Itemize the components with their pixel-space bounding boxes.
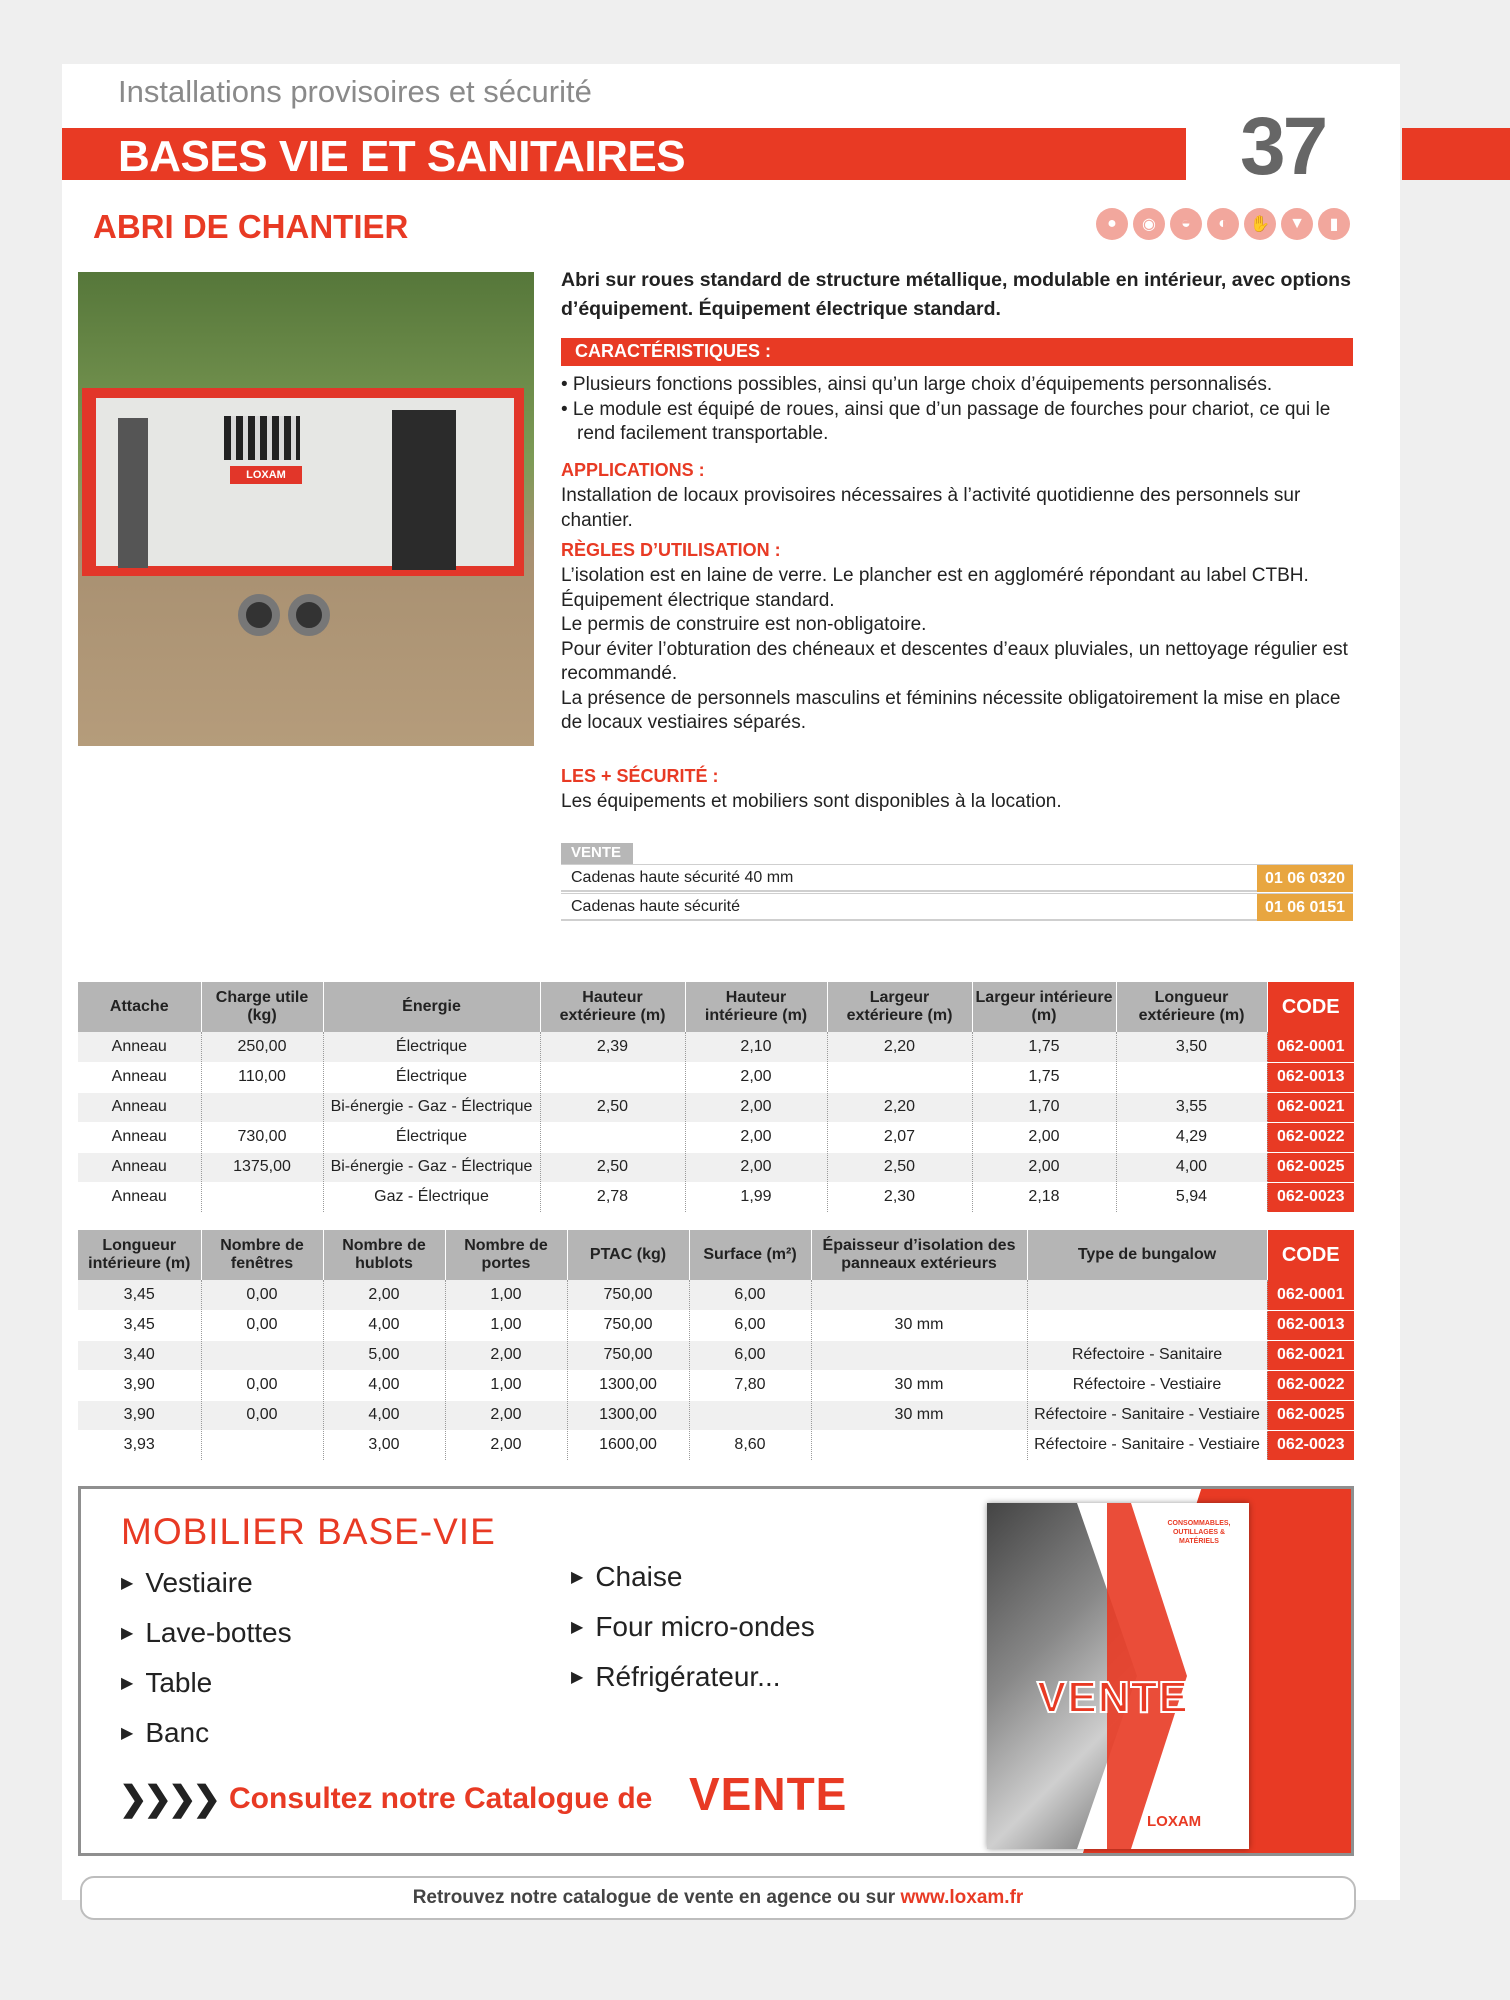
- table-cell: 30 mm: [811, 1400, 1027, 1430]
- table-cell: Anneau: [78, 1152, 201, 1182]
- table-cell: 750,00: [567, 1310, 689, 1340]
- table-cell: 2,00: [685, 1122, 827, 1152]
- table-cell: Anneau: [78, 1122, 201, 1152]
- page-number: 37: [1240, 101, 1326, 192]
- table-cell: 4,00: [323, 1370, 445, 1400]
- gloves-icon: ✋: [1244, 208, 1276, 240]
- table-cell: 0,00: [201, 1400, 323, 1430]
- section-title: BASES VIE ET SANITAIRES: [118, 132, 686, 181]
- vente-tag: [561, 843, 633, 864]
- column-header: Nombre de portes: [445, 1230, 567, 1280]
- table-cell: 7,80: [689, 1370, 811, 1400]
- table-cell: [201, 1182, 323, 1212]
- table-cell: Électrique: [323, 1032, 540, 1062]
- table-cell: Bi-énergie - Gaz - Électrique: [323, 1152, 540, 1182]
- cover-tagline: CONSOMMABLES, OUTILLAGES & MATÉRIELS: [1167, 1520, 1231, 1545]
- column-header: Surface (m²): [689, 1230, 811, 1280]
- table-cell: Anneau: [78, 1182, 201, 1212]
- column-header: Largeur extérieure (m): [827, 982, 972, 1032]
- vente-item-label: Cadenas haute sécurité: [571, 898, 740, 915]
- table-cell: 3,93: [78, 1430, 201, 1460]
- table-row: [78, 1280, 1354, 1310]
- product-intro: Abri sur roues standard de structure métallique, modulable en intérieur, avec options d’équipement. Équipement électrique standard.: [561, 269, 1351, 320]
- table-cell: 2,50: [827, 1152, 972, 1182]
- table-row: [78, 1400, 1354, 1430]
- column-header: Attache: [78, 982, 201, 1032]
- table-row: [78, 1122, 1354, 1152]
- table-cell: 110,00: [201, 1062, 323, 1092]
- list-item: La présence de personnels masculins et féminins nécessite obligatoirement la mise en place de locaux vestiaires séparés.: [561, 687, 1341, 733]
- characteristics-bar: [561, 338, 1353, 366]
- table-cell: 0,00: [201, 1370, 323, 1400]
- table-cell: 2,00: [972, 1152, 1116, 1182]
- wheel-icon: [288, 594, 330, 636]
- table-cell: Électrique: [323, 1062, 540, 1092]
- footer-text: Retrouvez notre catalogue de vente en agence ou sur: [412, 1887, 896, 1908]
- table-cell: 250,00: [201, 1032, 323, 1062]
- column-header: Longueur intérieure (m): [78, 1230, 201, 1280]
- vest-icon: ▼: [1281, 208, 1313, 240]
- table-cell: 2,50: [540, 1152, 685, 1182]
- table-cell: 2,50: [540, 1092, 685, 1122]
- table-cell: Électrique: [323, 1122, 540, 1152]
- column-header: Type de bungalow: [1027, 1230, 1267, 1280]
- table-cell: 2,78: [540, 1182, 685, 1212]
- table-cell: Anneau: [78, 1032, 201, 1062]
- column-header: Hauteur extérieure (m): [540, 982, 685, 1032]
- table-cell: 3,40: [78, 1340, 201, 1370]
- promo-box: [78, 1486, 1354, 1856]
- column-header: CODE: [1267, 1230, 1354, 1280]
- table-cell: [201, 1340, 323, 1370]
- security-label: LES + SÉCURITÉ :: [561, 766, 719, 786]
- table-cell: 1600,00: [567, 1430, 689, 1460]
- column-header: Épaisseur d’isolation des panneaux extérieurs: [811, 1230, 1027, 1280]
- table-cell: 3,00: [323, 1430, 445, 1460]
- chevrons-icon: ❯❯❯❯: [119, 1780, 217, 1818]
- table-cell: 750,00: [567, 1280, 689, 1310]
- table-cell: 1,70: [972, 1092, 1116, 1122]
- cover-title: VENTE: [1037, 1673, 1189, 1722]
- table-row: [78, 1182, 1354, 1212]
- promo-item: ▶ Réfrigérateur...: [571, 1661, 781, 1693]
- list-item: • Le module est équipé de roues, ainsi que d’un passage de fourches pour chariot, ce qui le rend facilement transportable.: [561, 398, 1331, 444]
- product-code: 062-0023: [1267, 1430, 1354, 1460]
- characteristics-label: CARACTÉRISTIQUES :: [575, 341, 772, 361]
- table-row: [78, 1310, 1354, 1340]
- table-cell: [811, 1340, 1027, 1370]
- table-cell: 2,00: [685, 1092, 827, 1122]
- column-header: Nombre de hublots: [323, 1230, 445, 1280]
- specs-table-2: [78, 1230, 1354, 1461]
- product-code: 062-0025: [1267, 1400, 1354, 1430]
- table-cell: 6,00: [689, 1310, 811, 1340]
- table-cell: Réfectoire - Sanitaire: [1027, 1340, 1267, 1370]
- table-cell: 2,07: [827, 1122, 972, 1152]
- product-code: 062-0001: [1267, 1280, 1354, 1310]
- vente-label: VENTE: [571, 844, 622, 861]
- table-cell: Anneau: [78, 1092, 201, 1122]
- column-header: Nombre de fenêtres: [201, 1230, 323, 1280]
- column-header: Hauteur intérieure (m): [685, 982, 827, 1032]
- rules-list: [561, 564, 1361, 736]
- table-cell: [827, 1062, 972, 1092]
- footer-banner: [80, 1876, 1356, 1920]
- table-row: [78, 1370, 1354, 1400]
- column-header: Largeur intérieure (m): [972, 982, 1116, 1032]
- table-cell: 5,00: [323, 1340, 445, 1370]
- table-cell: 1,00: [445, 1280, 567, 1310]
- table-cell: 30 mm: [811, 1310, 1027, 1340]
- table-cell: Bi-énergie - Gaz - Électrique: [323, 1092, 540, 1122]
- page-edge-tab: [1402, 128, 1510, 180]
- specs-table-1: [78, 982, 1354, 1213]
- promo-item: ▶ Lave-bottes: [121, 1617, 292, 1649]
- table-cell: Réfectoire - Sanitaire - Vestiaire: [1027, 1400, 1267, 1430]
- table-cell: 2,39: [540, 1032, 685, 1062]
- table-cell: 750,00: [567, 1340, 689, 1370]
- promo-item: ▶ Chaise: [571, 1561, 682, 1593]
- glasses-icon: ◉: [1133, 208, 1165, 240]
- rules-label: RÈGLES D’UTILISATION :: [561, 540, 781, 560]
- product-code: 062-0022: [1267, 1370, 1354, 1400]
- table-cell: 2,20: [827, 1092, 972, 1122]
- cover-logo: LOXAM: [1147, 1813, 1202, 1830]
- column-header: Charge utile (kg): [201, 982, 323, 1032]
- table-row: [78, 1062, 1354, 1092]
- table-row: [78, 1340, 1354, 1370]
- table-cell: 6,00: [689, 1280, 811, 1310]
- table-cell: [811, 1430, 1027, 1460]
- promo-item: ▶ Banc: [121, 1717, 209, 1749]
- table-cell: 4,00: [323, 1400, 445, 1430]
- section-kicker: Installations provisoires et sécurité: [118, 74, 592, 109]
- security-text: Les équipements et mobiliers sont disponibles à la location.: [561, 791, 1062, 812]
- table-cell: 4,00: [1116, 1152, 1267, 1182]
- consult-vente[interactable]: VENTE: [689, 1768, 848, 1820]
- vente-item-label: Cadenas haute sécurité 40 mm: [571, 869, 794, 886]
- product-code: 062-0013: [1267, 1310, 1354, 1340]
- table-cell: 2,00: [445, 1400, 567, 1430]
- table-header-row: [78, 982, 1354, 1032]
- table-cell: [689, 1400, 811, 1430]
- table-cell: 2,00: [972, 1122, 1116, 1152]
- table-cell: 1300,00: [567, 1400, 689, 1430]
- table-cell: 2,00: [685, 1152, 827, 1182]
- table-cell: Gaz - Électrique: [323, 1182, 540, 1212]
- table-cell: 1,00: [445, 1370, 567, 1400]
- table-cell: 3,50: [1116, 1032, 1267, 1062]
- characteristics-list: [561, 373, 1361, 447]
- table-cell: 1,00: [445, 1310, 567, 1340]
- column-header: PTAC (kg): [567, 1230, 689, 1280]
- product-code: 062-0021: [1267, 1340, 1354, 1370]
- table-cell: 30 mm: [811, 1370, 1027, 1400]
- column-header: CODE: [1267, 982, 1354, 1032]
- table-cell: [540, 1122, 685, 1152]
- table-cell: 0,00: [201, 1310, 323, 1340]
- table-cell: 2,10: [685, 1032, 827, 1062]
- table-cell: [1116, 1062, 1267, 1092]
- ear-protection-icon: ◐: [1207, 208, 1239, 240]
- table-header-row: [78, 1230, 1354, 1280]
- vente-row: [561, 864, 1353, 892]
- cabin-logo: LOXAM: [230, 466, 302, 484]
- table-cell: 3,45: [78, 1280, 201, 1310]
- table-cell: 3,45: [78, 1310, 201, 1340]
- section-title-bar: [62, 128, 1186, 180]
- promo-item: ▶ Table: [121, 1667, 212, 1699]
- helmet-icon: ●: [1096, 208, 1128, 240]
- applications-label: APPLICATIONS :: [561, 460, 705, 480]
- table-cell: 730,00: [201, 1122, 323, 1152]
- column-header: Énergie: [323, 982, 540, 1032]
- table-cell: 2,00: [445, 1430, 567, 1460]
- table-cell: 4,00: [323, 1310, 445, 1340]
- table-cell: [540, 1062, 685, 1092]
- table-cell: 2,00: [323, 1280, 445, 1310]
- table-cell: 3,55: [1116, 1092, 1267, 1122]
- boots-icon: ▮: [1318, 208, 1350, 240]
- safety-pictograms: [1096, 208, 1350, 240]
- table-cell: 1,75: [972, 1062, 1116, 1092]
- footer-link[interactable]: www.loxam.fr: [900, 1887, 1024, 1908]
- mask-icon: ◒: [1170, 208, 1202, 240]
- table-cell: Réfectoire - Sanitaire - Vestiaire: [1027, 1430, 1267, 1460]
- table-cell: [811, 1280, 1027, 1310]
- vente-item-code: 01 06 0320: [1257, 865, 1353, 892]
- promo-title: MOBILIER BASE-VIE: [121, 1511, 496, 1552]
- table-cell: Réfectoire - Vestiaire: [1027, 1370, 1267, 1400]
- table-row: [78, 1152, 1354, 1182]
- list-item: Équipement électrique standard.: [561, 589, 835, 611]
- vente-item-code: 01 06 0151: [1257, 894, 1353, 921]
- wheel-icon: [238, 594, 280, 636]
- table-cell: 8,60: [689, 1430, 811, 1460]
- site-cabin-illustration: [82, 388, 524, 576]
- list-item: Le permis de construire est non-obligatoire.: [561, 614, 927, 635]
- list-item: Pour éviter l’obturation des chéneaux et descentes d’eaux pluviales, un nettoyage régulier est recommandé.: [561, 638, 1348, 684]
- table-cell: [201, 1092, 323, 1122]
- product-code: 062-0013: [1267, 1062, 1354, 1092]
- table-cell: 1375,00: [201, 1152, 323, 1182]
- list-item: • Plusieurs fonctions possibles, ainsi qu’un large choix d’équipements personnalisés.: [561, 374, 1273, 395]
- product-code: 062-0021: [1267, 1092, 1354, 1122]
- table-row: [78, 1032, 1354, 1062]
- product-code: 062-0001: [1267, 1032, 1354, 1062]
- table-cell: 6,00: [689, 1340, 811, 1370]
- product-photo: [78, 272, 534, 746]
- table-cell: 4,29: [1116, 1122, 1267, 1152]
- table-cell: Anneau: [78, 1062, 201, 1092]
- table-cell: 3,90: [78, 1400, 201, 1430]
- catalog-cover[interactable]: [987, 1503, 1249, 1849]
- column-header: Longueur extérieure (m): [1116, 982, 1267, 1032]
- table-cell: 2,30: [827, 1182, 972, 1212]
- product-code: 062-0025: [1267, 1152, 1354, 1182]
- product-code: 062-0022: [1267, 1122, 1354, 1152]
- table-cell: 0,00: [201, 1280, 323, 1310]
- vente-row: [561, 893, 1353, 921]
- table-cell: [1027, 1310, 1267, 1340]
- table-cell: 3,90: [78, 1370, 201, 1400]
- product-title: ABRI DE CHANTIER: [93, 208, 409, 245]
- table-cell: 1,75: [972, 1032, 1116, 1062]
- table-cell: 1300,00: [567, 1370, 689, 1400]
- table-cell: 2,00: [445, 1340, 567, 1370]
- table-cell: [1027, 1280, 1267, 1310]
- table-cell: [201, 1430, 323, 1460]
- promo-item: ▶ Vestiaire: [121, 1567, 253, 1599]
- table-cell: 1,99: [685, 1182, 827, 1212]
- table-row: [78, 1430, 1354, 1460]
- table-cell: 2,00: [685, 1062, 827, 1092]
- table-row: [78, 1092, 1354, 1122]
- product-code: 062-0023: [1267, 1182, 1354, 1212]
- consult-text[interactable]: Consultez notre Catalogue de: [229, 1782, 653, 1815]
- table-cell: 2,20: [827, 1032, 972, 1062]
- promo-item: ▶ Four micro-ondes: [571, 1611, 815, 1643]
- applications-text: Installation de locaux provisoires nécessaires à l’activité quotidienne des personnels sur chantier.: [561, 485, 1301, 531]
- table-cell: 2,18: [972, 1182, 1116, 1212]
- table-cell: 5,94: [1116, 1182, 1267, 1212]
- list-item: L’isolation est en laine de verre. Le plancher est en aggloméré répondant au label CTBH.: [561, 565, 1309, 586]
